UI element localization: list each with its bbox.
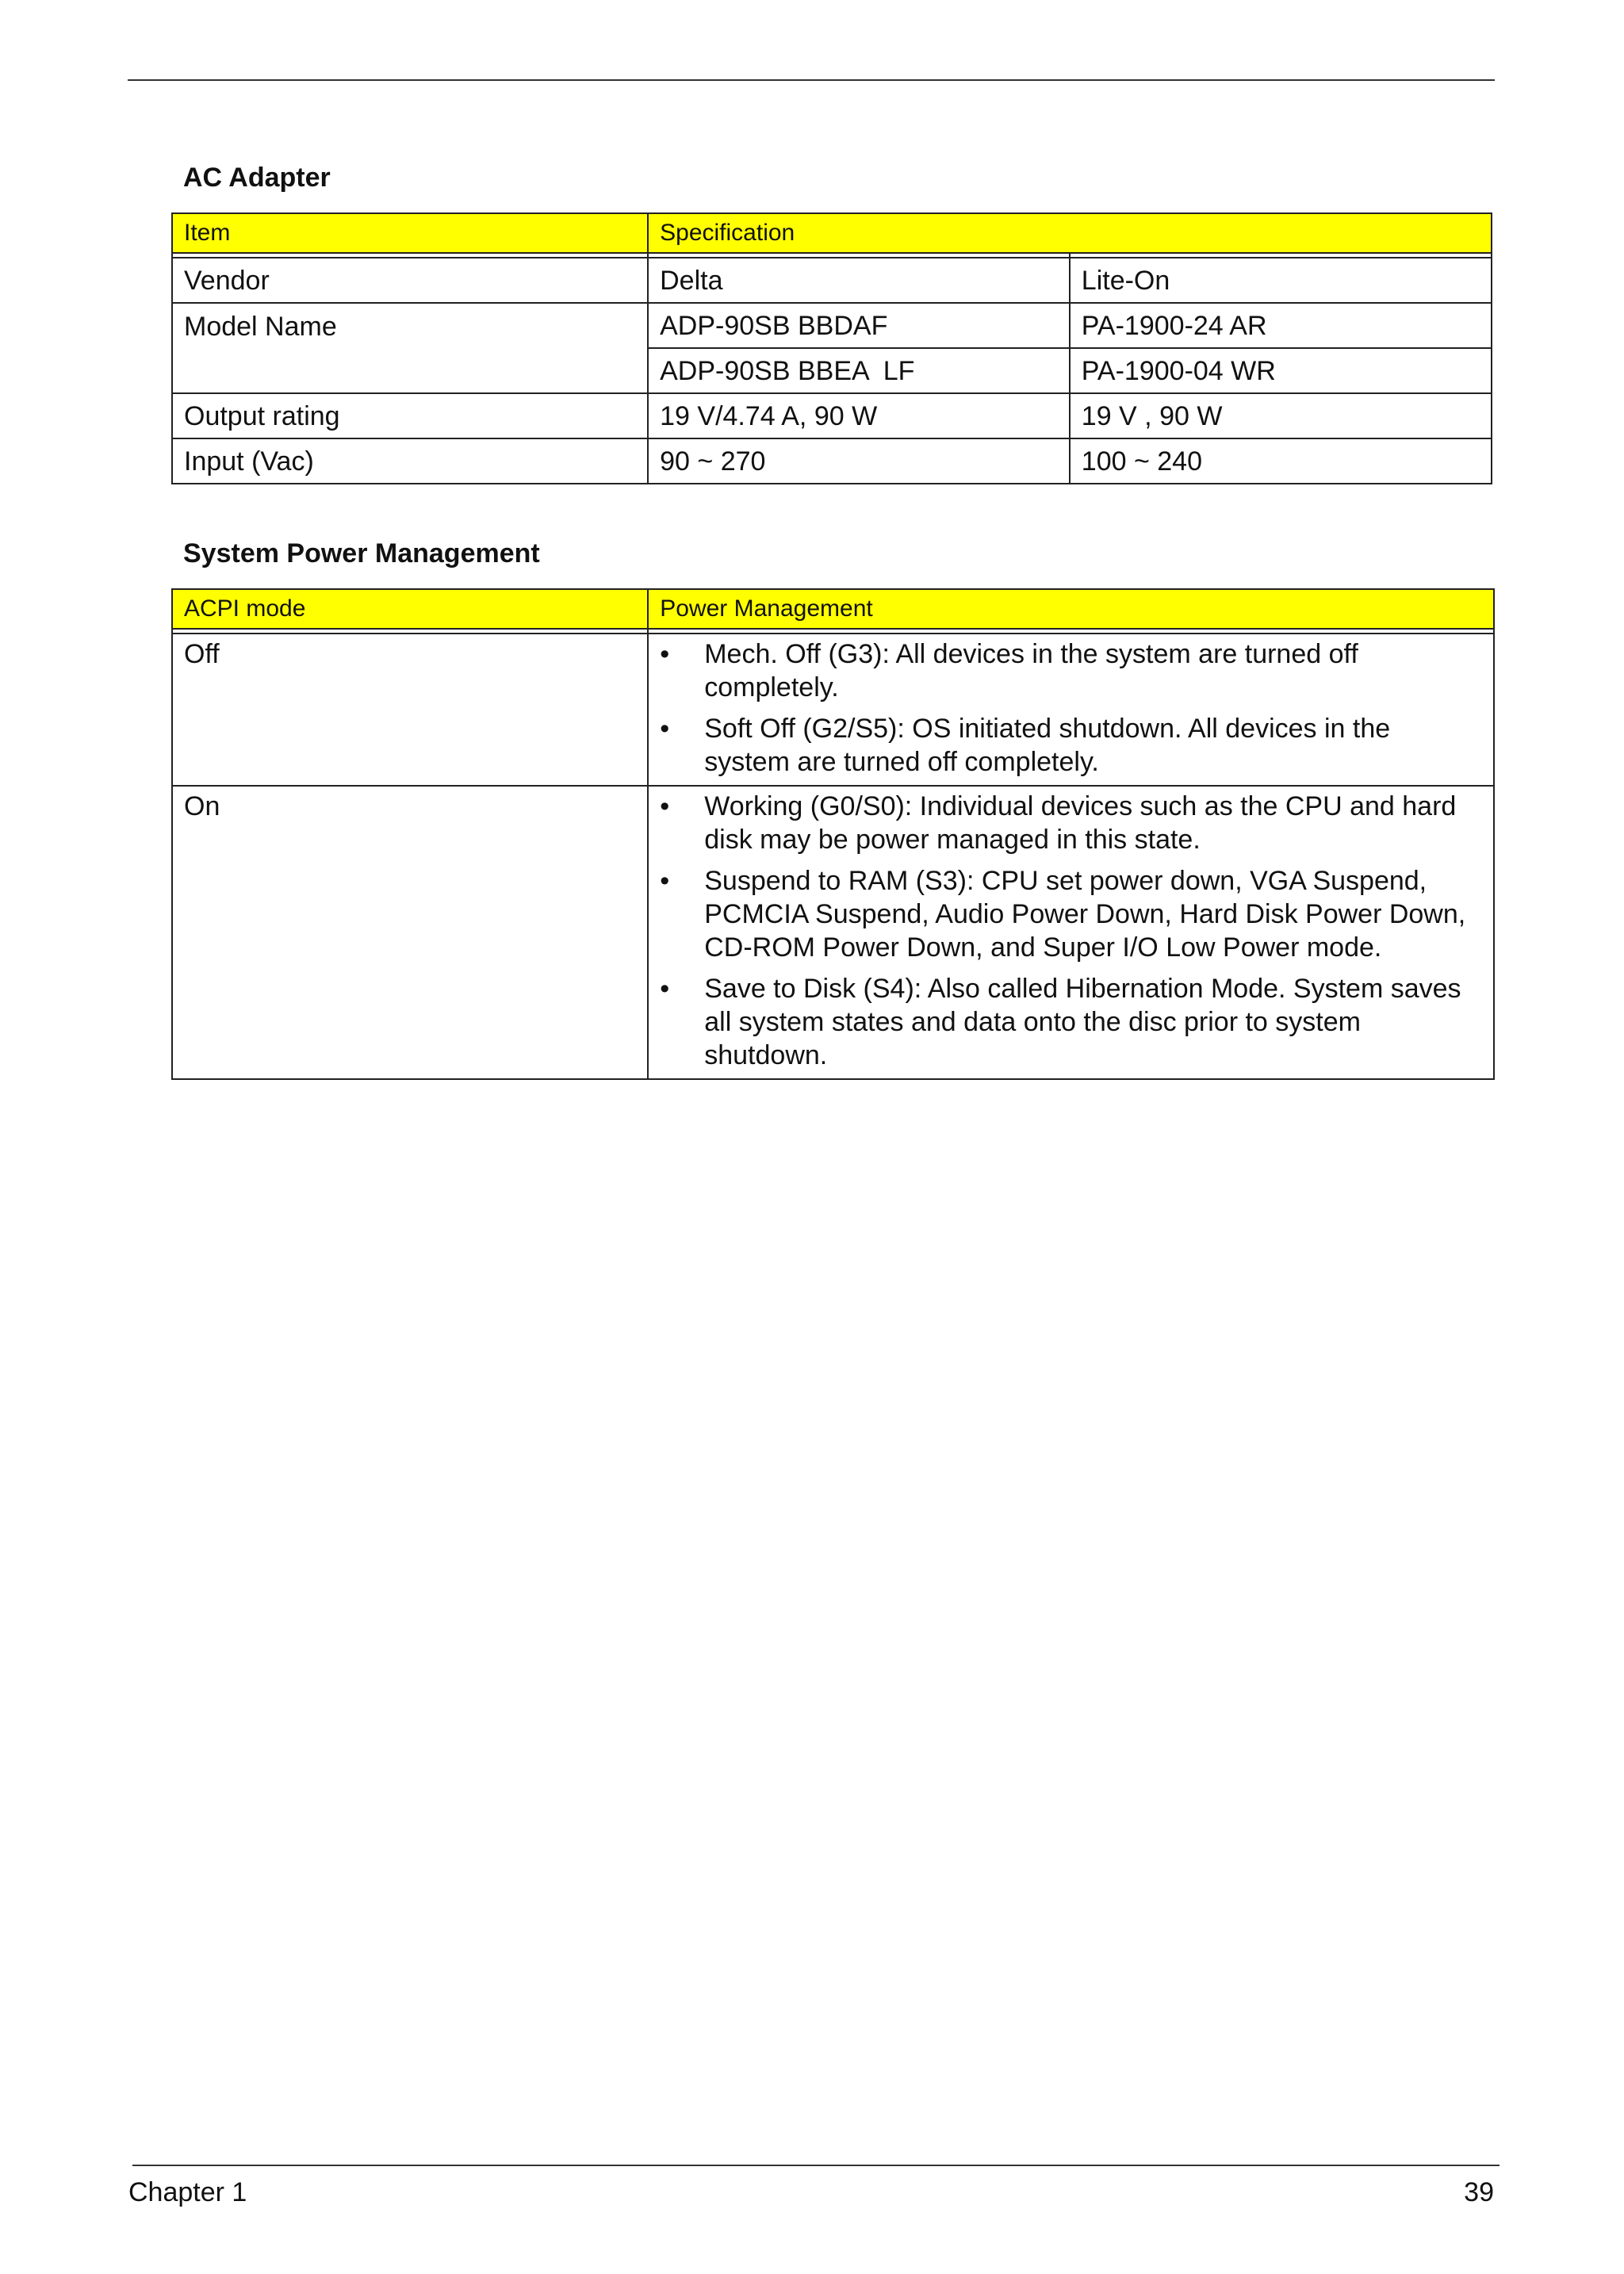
bullet-list — [660, 637, 1482, 779]
bullet-text: Suspend to RAM (S3): CPU set power down, VGA Suspend, PCMCIA Suspend, Audio Power Down, Hard Disk Power Down, CD-ROM Power Down, and Super I/O Low Power mode. — [704, 866, 1466, 963]
table-row-vendor — [172, 258, 1492, 303]
footer-chapter: Chapter 1 — [128, 2177, 247, 2207]
bullet-icon: • — [660, 639, 670, 669]
table-row-off — [172, 634, 1494, 786]
header-power-management: Power Management — [648, 589, 1494, 629]
model-delta-1: ADP-90SB BBDAF — [648, 303, 1070, 348]
header-rule — [128, 79, 1495, 81]
bullet-text: Working (G0/S0): Individual devices such as the CPU and hard disk may be power managed in this state. — [704, 791, 1457, 855]
list-item — [660, 637, 1482, 704]
table-row-input — [172, 438, 1492, 484]
vendor-liteon: Lite-On — [1070, 258, 1492, 303]
mode-off-description — [648, 634, 1494, 786]
output-rating-delta: 19 V/4.74 A, 90 W — [648, 393, 1070, 438]
list-item — [660, 790, 1482, 856]
header-item: Item — [172, 213, 648, 253]
ac-adapter-table — [171, 212, 1492, 484]
system-power-management-table — [171, 588, 1495, 1080]
input-delta: 90 ~ 270 — [648, 438, 1070, 484]
system-power-management-title: System Power Management — [183, 538, 540, 568]
input-liteon: 100 ~ 240 — [1070, 438, 1492, 484]
bullet-text: Save to Disk (S4): Also called Hibernation Mode. System saves all system states and data onto the disc prior to system shutdown. — [704, 974, 1461, 1070]
bullet-icon: • — [660, 791, 670, 821]
table-row-on — [172, 786, 1494, 1079]
header-acpi-mode: ACPI mode — [172, 589, 648, 629]
bullet-icon: • — [660, 866, 670, 896]
table-row-model-name — [172, 303, 1492, 348]
model-liteon-2: PA-1900-04 WR — [1070, 348, 1492, 393]
footer-rule — [132, 2165, 1500, 2166]
table-header-row — [172, 589, 1494, 629]
mode-on-label: On — [172, 786, 648, 1079]
ac-adapter-title: AC Adapter — [183, 163, 331, 193]
model-liteon-1: PA-1900-24 AR — [1070, 303, 1492, 348]
bullet-icon: • — [660, 714, 670, 744]
header-specification: Specification — [648, 213, 1492, 253]
list-item — [660, 864, 1482, 964]
table-row-output-rating — [172, 393, 1492, 438]
model-delta-2: ADP-90SB BBEA LF — [648, 348, 1070, 393]
list-item — [660, 712, 1482, 779]
mode-off-label: Off — [172, 634, 648, 786]
input-label: Input (Vac) — [172, 438, 648, 484]
list-item — [660, 972, 1482, 1072]
bullet-text: Mech. Off (G3): All devices in the system are turned off completely. — [704, 639, 1358, 702]
mode-on-description — [648, 786, 1494, 1079]
vendor-delta: Delta — [648, 258, 1070, 303]
output-rating-label: Output rating — [172, 393, 648, 438]
table-header-row — [172, 213, 1492, 253]
bullet-icon: • — [660, 974, 670, 1004]
bullet-list — [660, 790, 1482, 1072]
footer-page-number: 39 — [1464, 2177, 1494, 2207]
output-rating-liteon: 19 V , 90 W — [1070, 393, 1492, 438]
bullet-text: Soft Off (G2/S5): OS initiated shutdown. All devices in the system are turned off completely. — [704, 714, 1391, 777]
vendor-label: Vendor — [172, 258, 648, 303]
model-name-label: Model Name — [172, 303, 648, 393]
